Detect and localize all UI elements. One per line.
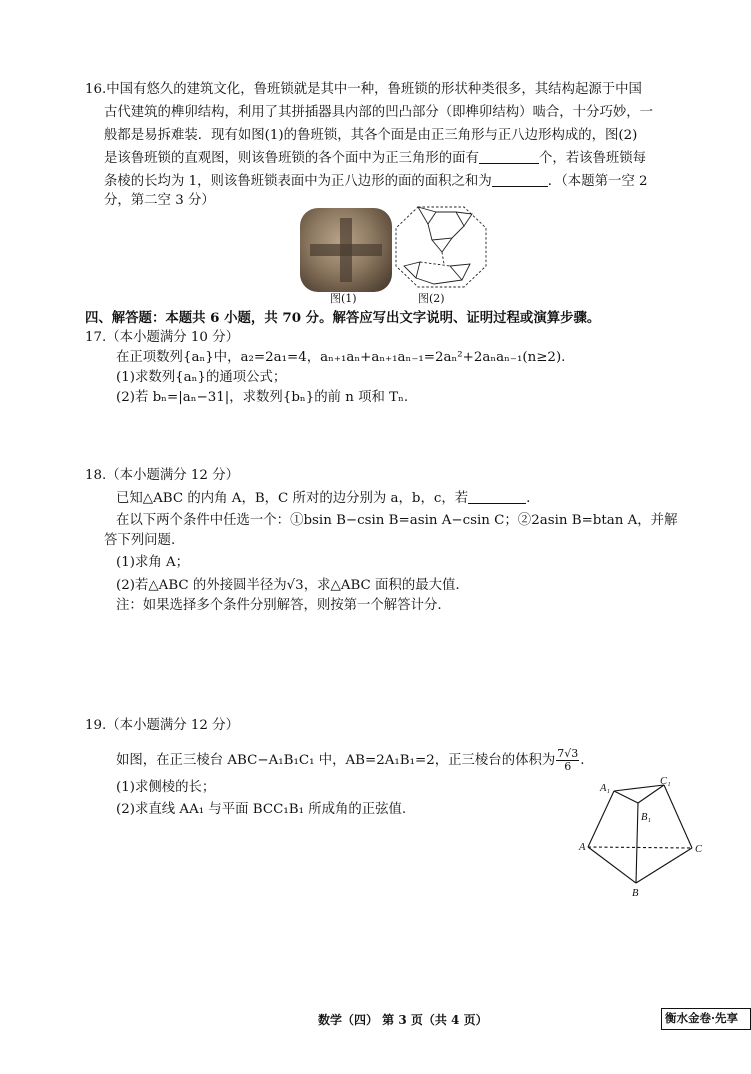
wireframe-edge-3 xyxy=(452,226,464,238)
q16-line-5-text: 条棱的长均为 1，则该鲁班锁表面中为正八边形的面的面积之和为 xyxy=(104,174,492,189)
q18-note: 注：如果选择多个条件分别解答，则按第一个解答计分. xyxy=(116,598,442,613)
q18-stem-text: 已知△ABC 的内角 A，B，C 所对的边分别为 a，b，c，若 xyxy=(116,491,469,506)
wireframe-tri-3 xyxy=(432,238,452,252)
q16-line-4 xyxy=(104,149,646,169)
vertex-label-b: B xyxy=(632,888,639,899)
q18-title: 18.（本小题满分 12 分） xyxy=(85,468,239,483)
q18-choose-line-1: 在以下两个条件中任选一个：①bsin B−csin B=asin A−csin C；②2asin B=btan A，并解 xyxy=(116,513,678,528)
q16-line-1: 16.中国有悠久的建筑文化，鲁班锁就是其中一种，鲁班锁的形状种类很多，其结构起源于中国 xyxy=(85,82,642,97)
volume-fraction xyxy=(556,748,579,773)
answer-blank-1 xyxy=(479,149,539,164)
wireframe-edge-2 xyxy=(428,224,432,240)
wireframe-edge-5 xyxy=(442,252,444,264)
edge-a1-b1 xyxy=(614,791,638,803)
vertex-label-a: A xyxy=(579,842,586,853)
q16-line-4-tail: 个，若该鲁班锁每 xyxy=(538,151,647,166)
wireframe-tri-1 xyxy=(418,207,436,224)
q19-part-1: (1)求侧棱的长； xyxy=(116,780,216,795)
section-4-heading: 四、解答题：本题共 6 小题，共 70 分。解答应写出文字说明、证明过程或演算步骤。 xyxy=(85,310,601,326)
q16-line-5-tail: ．（本题第一空 2 xyxy=(547,174,648,189)
vertex-label-b1: B₁ xyxy=(641,812,652,823)
q16-line-3: 般都是易拆难装．现有如图(1)的鲁班锁，其各个面是由正三角形与正八边形构成的，图(2) xyxy=(104,128,638,143)
edge-a1-a xyxy=(588,791,614,847)
vertex-label-c1: C₁ xyxy=(660,776,671,787)
luban-lock-wireframe xyxy=(394,204,488,290)
answer-blank-2 xyxy=(492,172,548,187)
q17-part-2: (2)若 bₙ=|aₙ−31|，求数列{bₙ}的前 n 项和 Tₙ. xyxy=(116,390,409,405)
q18-stem xyxy=(116,489,530,509)
wireframe-edge-6 xyxy=(416,278,462,284)
fig1-caption: 图(1) xyxy=(330,292,357,305)
q18-part-2: (2)若△ABC 的外接圆半径为√3，求△ABC 面积的最大值. xyxy=(116,578,460,593)
q17-part-1: (1)求数列{aₙ}的通项公式； xyxy=(116,370,287,385)
fraction-numerator: 7√3 xyxy=(557,747,579,760)
q19-part-2: (2)求直线 AA₁ 与平面 BCC₁B₁ 所成角的正弦值. xyxy=(116,802,407,817)
wireframe-tri-2 xyxy=(456,212,472,226)
condition-blank xyxy=(468,489,526,504)
q18-choose-line-2: 答下列问题. xyxy=(104,533,176,548)
q18-part-1: (1)求角 A； xyxy=(116,555,190,570)
fraction-denominator: 6 xyxy=(564,760,572,773)
luban-lock-photo xyxy=(300,208,392,292)
photo-groove-horizontal xyxy=(310,244,382,256)
wireframe-edge-4 xyxy=(420,262,450,266)
page-number: 数学（四） 第 3 页（共 4 页） xyxy=(318,1013,488,1027)
q18-stem-period: . xyxy=(526,491,531,506)
vertex-label-c: C xyxy=(695,844,703,855)
vertex-label-a1: A₁ xyxy=(600,783,611,794)
q19-title: 19.（本小题满分 12 分） xyxy=(85,718,239,733)
edge-a-c-hidden xyxy=(588,847,692,848)
wireframe-tri-5 xyxy=(450,264,470,280)
brand-badge: 衡水金卷·先享 xyxy=(661,1008,751,1030)
q19-stem-text: 如图，在正三棱台 ABC−A₁B₁C₁ 中，AB=2A₁B₁=2，正三棱台的体积为 xyxy=(116,753,556,768)
q19-stem-period: . xyxy=(580,753,585,768)
wireframe-outline xyxy=(396,207,486,287)
edge-c1-c xyxy=(664,785,692,848)
frustum-diagram xyxy=(578,776,708,902)
edge-c-b xyxy=(636,848,692,883)
q16-line-4-text: 是该鲁班锁的直观图，则该鲁班锁的各个面中为正三角形的面有 xyxy=(104,151,479,166)
q16-line-2: 古代建筑的榫卯结构，利用了其拼插器具内部的凹凸部分（即榫卯结构）啮合，十分巧妙，一 xyxy=(104,105,654,120)
q16-line-6: 分，第二空 3 分） xyxy=(104,193,215,208)
fig2-caption: 图(2) xyxy=(418,292,445,305)
q19-stem xyxy=(116,748,585,773)
q17-stem: 在正项数列{aₙ}中，a₂=2a₁=4，aₙ₊₁aₙ+aₙ₊₁aₙ₋₁=2aₙ²+2aₙaₙ₋₁(n≥2). xyxy=(116,350,566,365)
q17-title: 17.（本小题满分 10 分） xyxy=(85,330,239,345)
edge-a-b xyxy=(588,847,636,883)
edge-b1-b xyxy=(636,803,638,883)
q16-line-5 xyxy=(104,172,648,192)
